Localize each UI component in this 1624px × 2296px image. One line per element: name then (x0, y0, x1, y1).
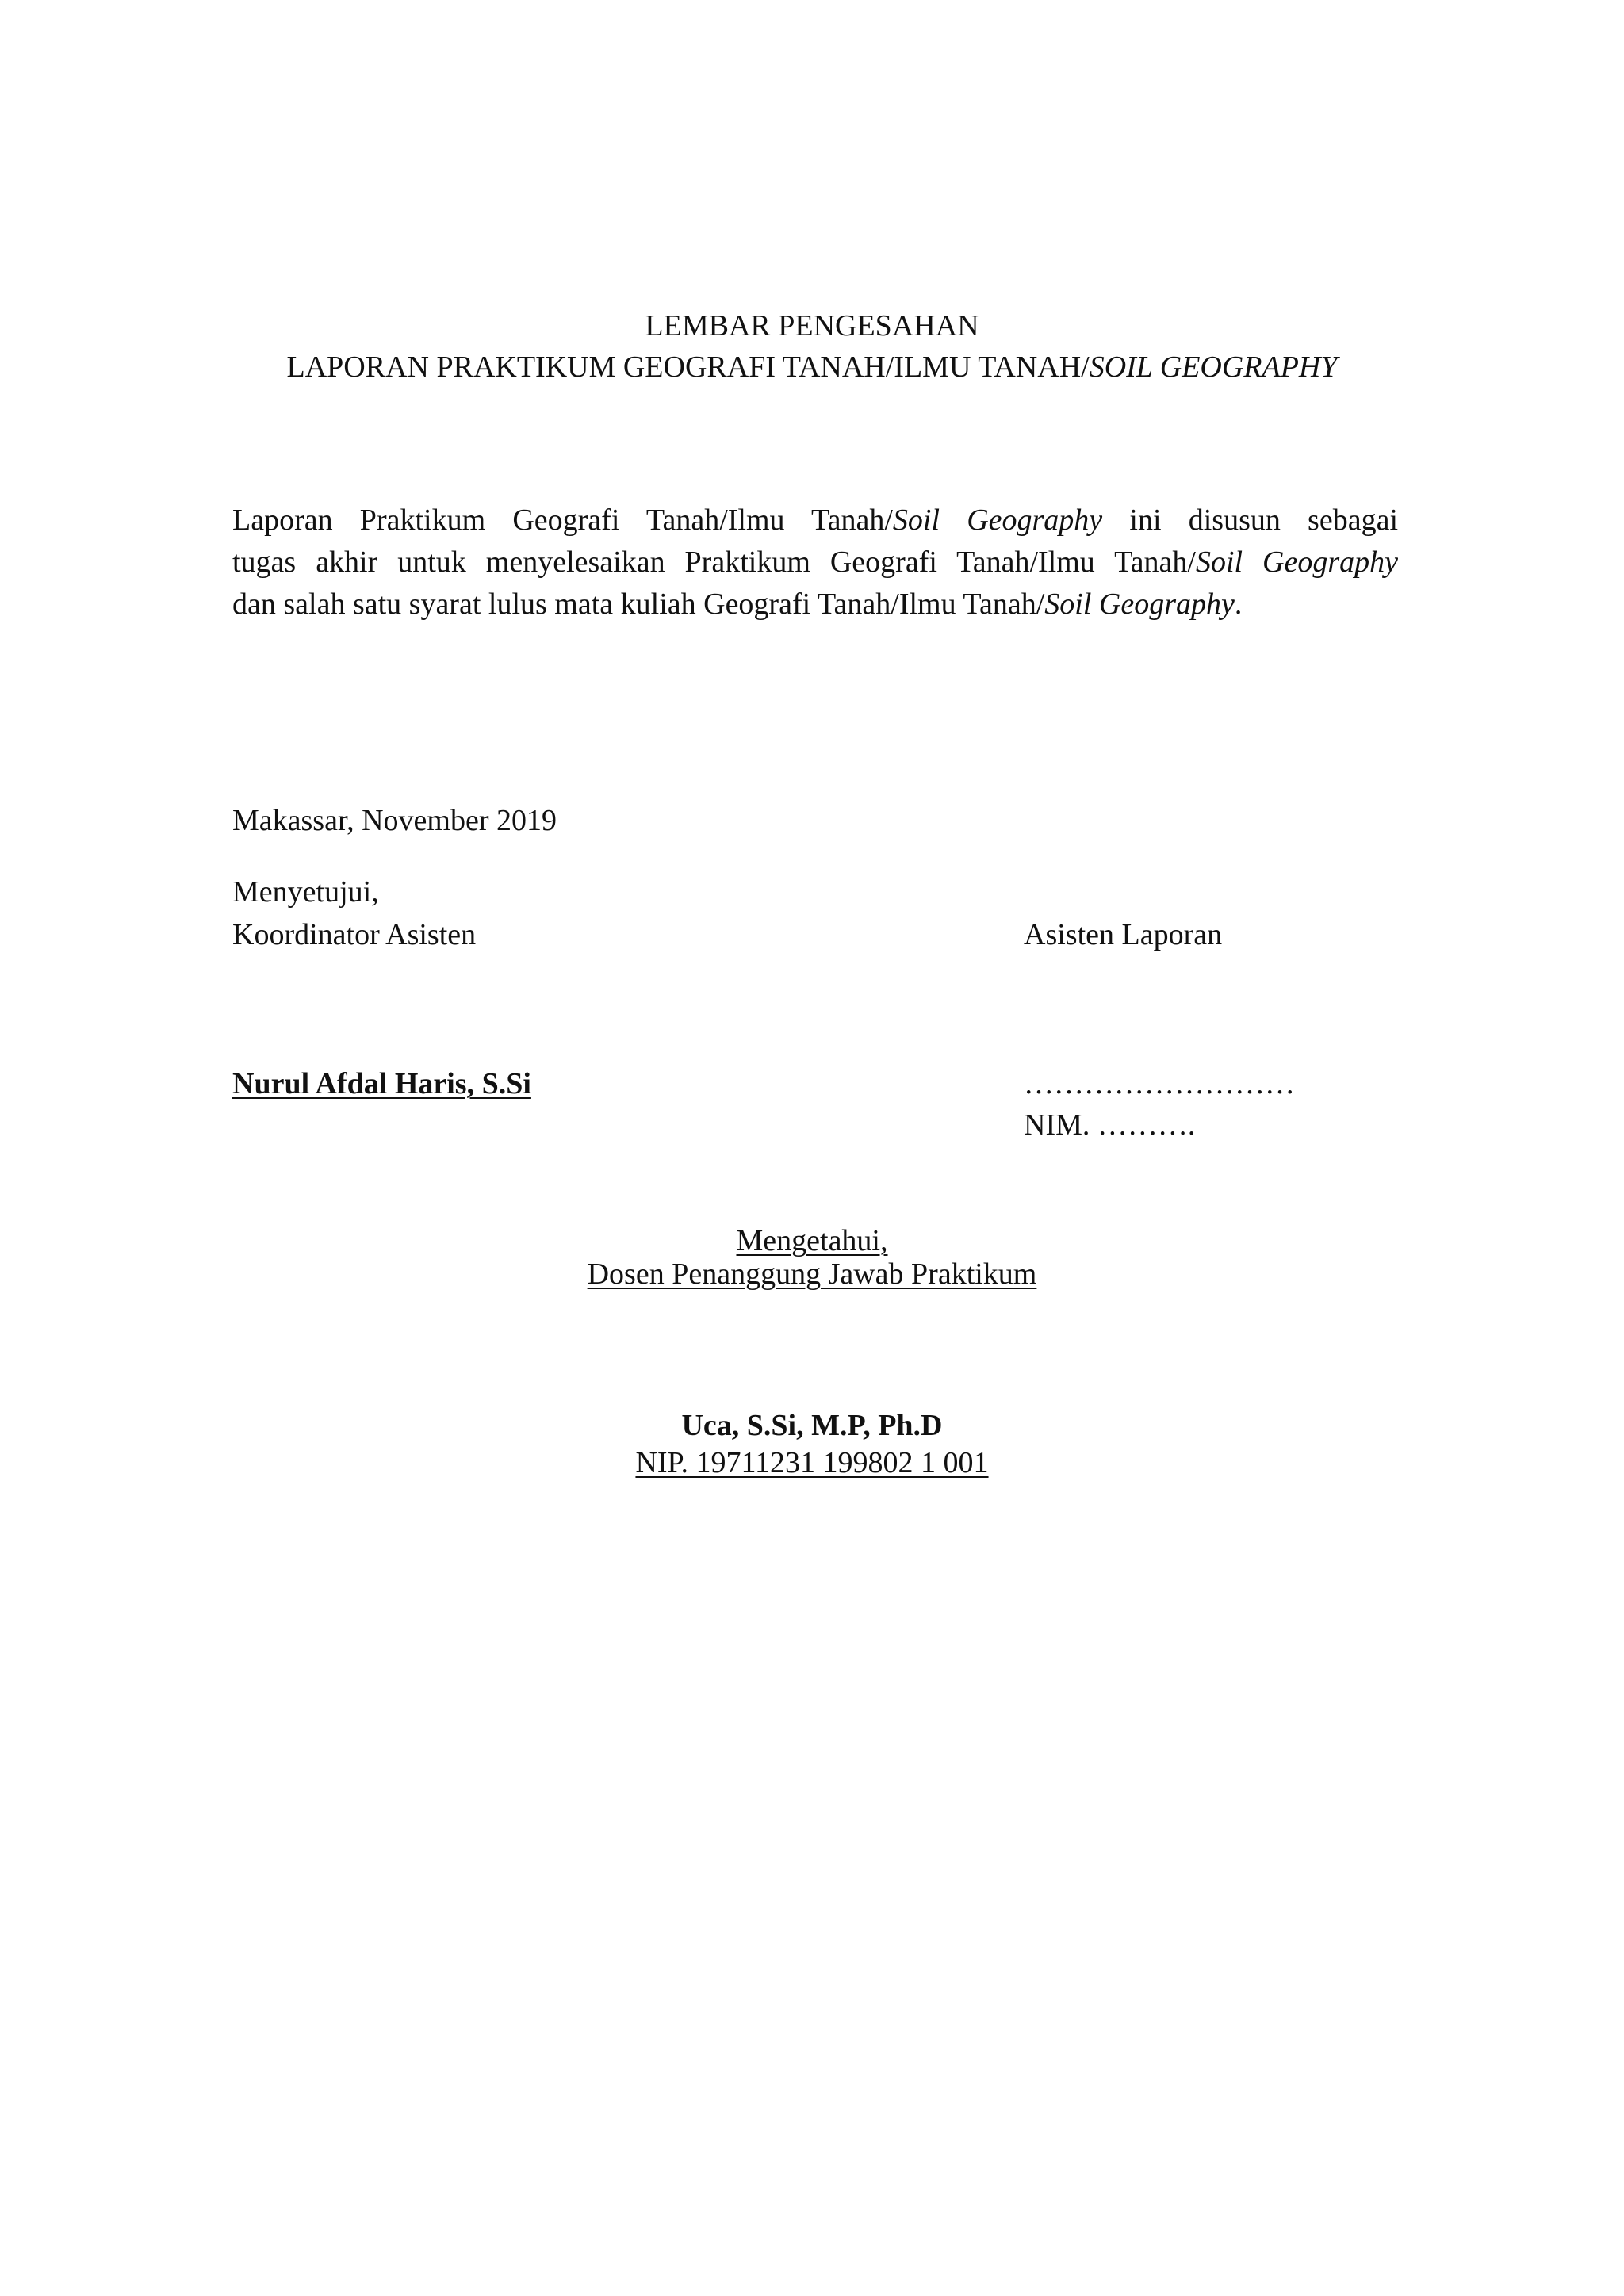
paragraph-line-3 (232, 584, 1398, 626)
paragraph-italic: Soil Geography (892, 503, 1103, 537)
coordinator-name: Nurul Afdal Haris, S.Si (232, 1067, 531, 1100)
paragraph-line-1 (232, 499, 1398, 541)
body-paragraph (232, 499, 1398, 626)
approval-label: Menyetujui, (232, 875, 379, 909)
paragraph-italic: Soil Geography (1044, 587, 1235, 621)
subtitle-italic: SOIL GEOGRAPHY (1089, 350, 1338, 384)
assistant-nim: NIM. ………. (1024, 1108, 1196, 1142)
document-title: LEMBAR PENGESAHAN (645, 309, 979, 342)
paragraph-text: tugas akhir untuk menyelesaikan Praktikum Geografi Tanah/Ilmu Tanah/ (232, 545, 1196, 579)
paragraph-text: ini disusun sebagai (1102, 503, 1399, 537)
lecturer-name: Uca, S.Si, M.P, Ph.D (681, 1409, 943, 1442)
document-subtitle (0, 352, 1624, 382)
paragraph-text: dan salah satu syarat lulus mata kuliah Geografi Tanah/Ilmu Tanah/ (232, 587, 1045, 621)
paragraph-line-2 (232, 541, 1398, 584)
assistant-title: Asisten Laporan (1024, 918, 1223, 951)
paragraph-text: . (1234, 587, 1243, 621)
assistant-name-placeholder: ……………………… (1024, 1067, 1295, 1100)
lecturer-title: Dosen Penanggung Jawab Praktikum (587, 1257, 1037, 1291)
paragraph-text: Laporan Praktikum Geografi Tanah/Ilmu Tanah/ (232, 503, 893, 537)
paragraph-italic: Soil Geography (1195, 545, 1398, 579)
subtitle-text: LAPORAN PRAKTIKUM GEOGRAFI TANAH/ILMU TANAH/ (286, 350, 1090, 384)
acknowledgement-label: Mengetahui, (736, 1224, 888, 1257)
place-date: Makassar, November 2019 (232, 804, 557, 837)
coordinator-title: Koordinator Asisten (232, 918, 477, 951)
lecturer-nip: NIP. 19711231 199802 1 001 (635, 1446, 989, 1479)
